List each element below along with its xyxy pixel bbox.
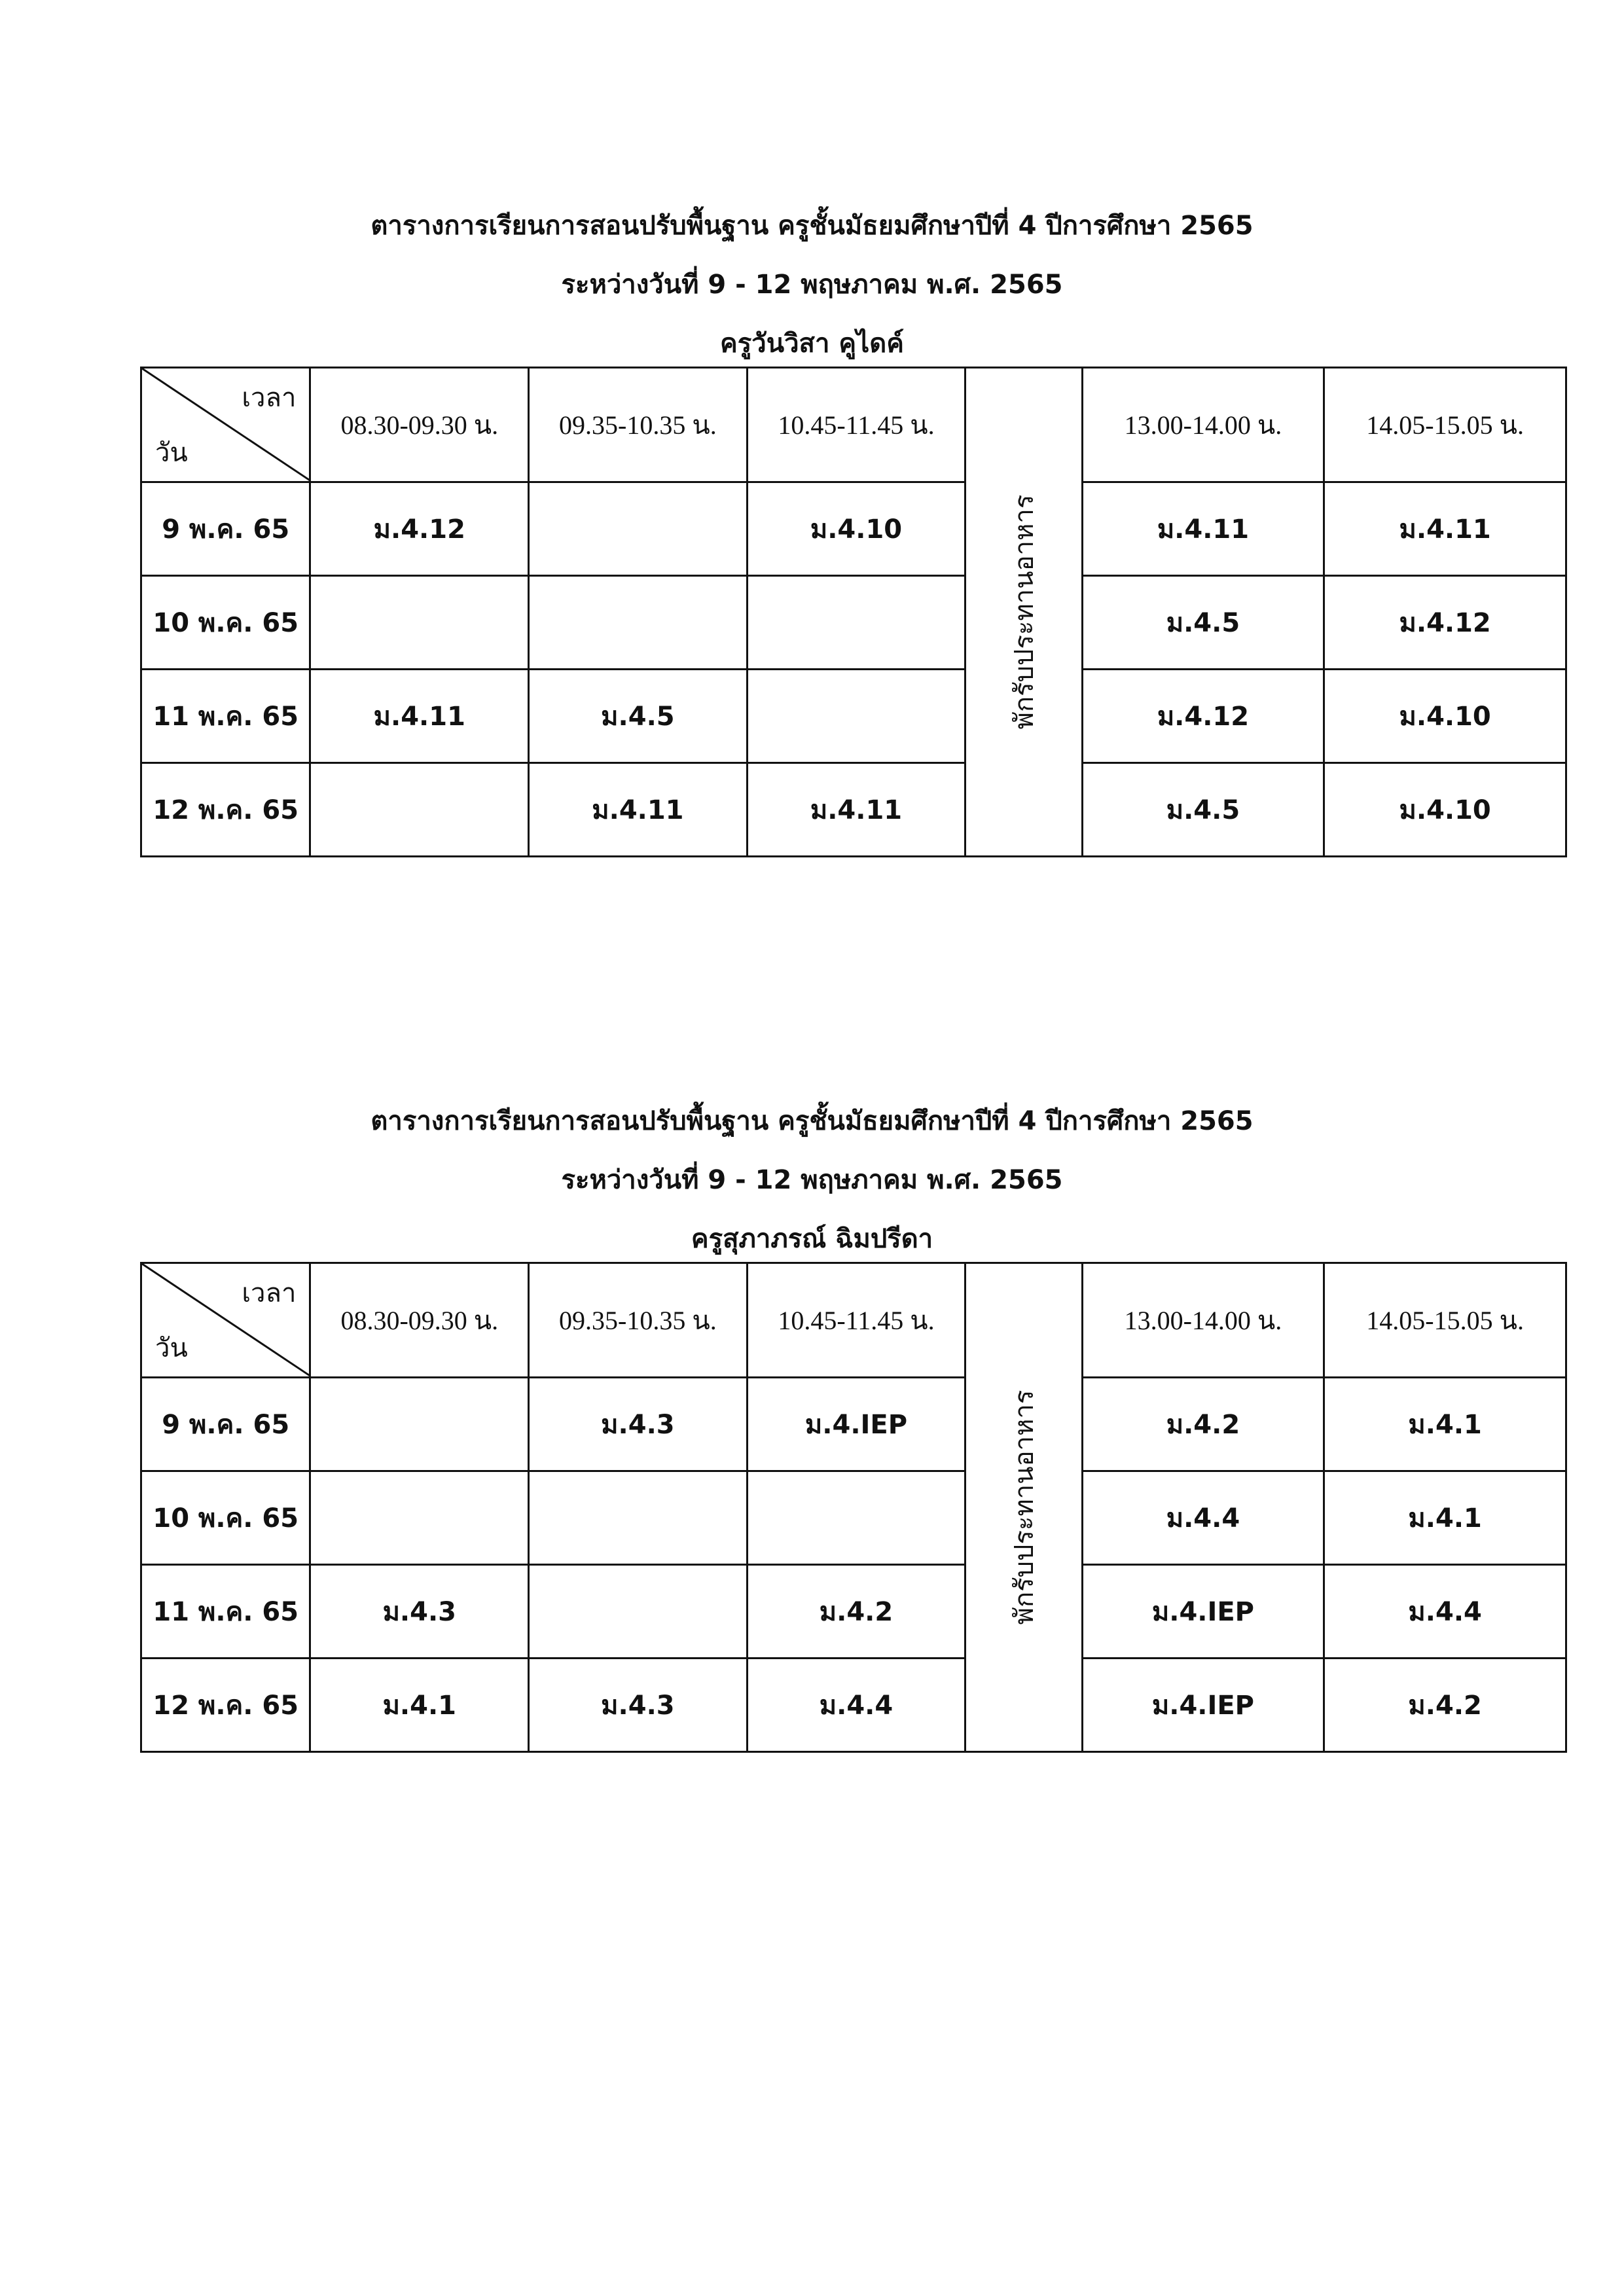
date-range: ระหว่างวันที่ 9 - 12 พฤษภาคม พ.ศ. 2565 — [561, 270, 1063, 300]
class-cell — [529, 482, 748, 576]
lunch-break-label: พักรับประทานอาหาร — [1009, 1390, 1039, 1625]
time-slot: 13.00-14.00 น. — [1082, 368, 1324, 482]
day-label: 9 พ.ค. 65 — [141, 482, 310, 576]
lunch-break-cell — [965, 1263, 1082, 1752]
class-cell: ม.4.1 — [1324, 1471, 1566, 1565]
class-cell: ม.4.12 — [310, 482, 529, 576]
time-slot: 08.30-09.30 น. — [310, 368, 529, 482]
day-label: 11 พ.ค. 65 — [141, 670, 310, 763]
teacher-name: ครูสุภาภรณ์ ฉิมปรีดา — [691, 1224, 933, 1254]
class-cell: ม.4.4 — [747, 1659, 965, 1752]
class-cell — [529, 576, 748, 670]
schedule-title: ตารางการเรียนการสอนปรับพื้นฐาน ครูชั้นมัธยมศึกษาปีที่ 4 ปีการศึกษา 2565 — [370, 211, 1254, 241]
time-slot: 10.45-11.45 น. — [747, 368, 965, 482]
class-cell: ม.4.4 — [1324, 1565, 1566, 1659]
class-cell: ม.4.12 — [1324, 576, 1566, 670]
class-cell: ม.4.11 — [529, 763, 748, 857]
time-slot: 14.05-15.05 น. — [1324, 1263, 1566, 1378]
class-cell: ม.4.IEP — [1082, 1565, 1324, 1659]
schedule-2 — [0, 1092, 1624, 1721]
class-cell: ม.4.4 — [1082, 1471, 1324, 1565]
header-row — [141, 368, 1566, 482]
corner-day-label: วัน — [155, 1333, 188, 1363]
class-cell: ม.4.IEP — [747, 1378, 965, 1471]
class-cell — [310, 763, 529, 857]
corner-time-label: เวลา — [242, 383, 297, 413]
class-cell — [747, 1471, 965, 1565]
class-cell: ม.4.3 — [310, 1565, 529, 1659]
table-row — [141, 763, 1566, 857]
timetable — [140, 367, 1567, 857]
class-cell — [310, 576, 529, 670]
class-cell — [310, 1471, 529, 1565]
class-cell: ม.4.11 — [747, 763, 965, 857]
lunch-break-label: พักรับประทานอาหาร — [1009, 494, 1039, 730]
class-cell — [747, 576, 965, 670]
class-cell — [529, 1565, 748, 1659]
class-cell: ม.4.1 — [310, 1659, 529, 1752]
day-label: 10 พ.ค. 65 — [141, 576, 310, 670]
header-row — [141, 1263, 1566, 1378]
corner-time-label: เวลา — [242, 1278, 297, 1308]
day-label: 12 พ.ค. 65 — [141, 763, 310, 857]
class-cell — [529, 1471, 748, 1565]
table-row — [141, 1565, 1566, 1659]
time-slot: 09.35-10.35 น. — [529, 368, 748, 482]
timetable — [140, 1262, 1567, 1753]
class-cell: ม.4.10 — [747, 482, 965, 576]
class-cell: ม.4.12 — [1082, 670, 1324, 763]
time-slot: 14.05-15.05 น. — [1324, 368, 1566, 482]
class-cell: ม.4.3 — [529, 1659, 748, 1752]
class-cell: ม.4.2 — [1324, 1659, 1566, 1752]
time-slot: 10.45-11.45 น. — [747, 1263, 965, 1378]
class-cell: ม.4.2 — [1082, 1378, 1324, 1471]
class-cell: ม.4.10 — [1324, 763, 1566, 857]
teacher-name: ครูวันวิสา คูไดค์ — [720, 329, 904, 359]
schedule-1 — [0, 196, 1624, 825]
class-cell: ม.4.5 — [1082, 763, 1324, 857]
lunch-break-cell — [965, 368, 1082, 857]
day-label: 11 พ.ค. 65 — [141, 1565, 310, 1659]
schedule-title: ตารางการเรียนการสอนปรับพื้นฐาน ครูชั้นมัธยมศึกษาปีที่ 4 ปีการศึกษา 2565 — [370, 1106, 1254, 1136]
table-row — [141, 482, 1566, 576]
class-cell: ม.4.3 — [529, 1378, 748, 1471]
table-row — [141, 576, 1566, 670]
class-cell: ม.4.11 — [1082, 482, 1324, 576]
date-range: ระหว่างวันที่ 9 - 12 พฤษภาคม พ.ศ. 2565 — [561, 1165, 1063, 1195]
class-cell: ม.4.5 — [529, 670, 748, 763]
class-cell: ม.4.10 — [1324, 670, 1566, 763]
table-row — [141, 670, 1566, 763]
class-cell — [747, 670, 965, 763]
time-slot: 13.00-14.00 น. — [1082, 1263, 1324, 1378]
day-label: 12 พ.ค. 65 — [141, 1659, 310, 1752]
day-label: 9 พ.ค. 65 — [141, 1378, 310, 1471]
table-row — [141, 1471, 1566, 1565]
corner-cell — [141, 1263, 310, 1378]
class-cell: ม.4.11 — [310, 670, 529, 763]
class-cell: ม.4.IEP — [1082, 1659, 1324, 1752]
class-cell — [310, 1378, 529, 1471]
time-slot: 09.35-10.35 น. — [529, 1263, 748, 1378]
class-cell: ม.4.5 — [1082, 576, 1324, 670]
corner-cell — [141, 368, 310, 482]
class-cell: ม.4.11 — [1324, 482, 1566, 576]
corner-day-label: วัน — [155, 438, 188, 468]
table-row — [141, 1378, 1566, 1471]
time-slot: 08.30-09.30 น. — [310, 1263, 529, 1378]
class-cell: ม.4.2 — [747, 1565, 965, 1659]
day-label: 10 พ.ค. 65 — [141, 1471, 310, 1565]
class-cell: ม.4.1 — [1324, 1378, 1566, 1471]
table-row — [141, 1659, 1566, 1752]
